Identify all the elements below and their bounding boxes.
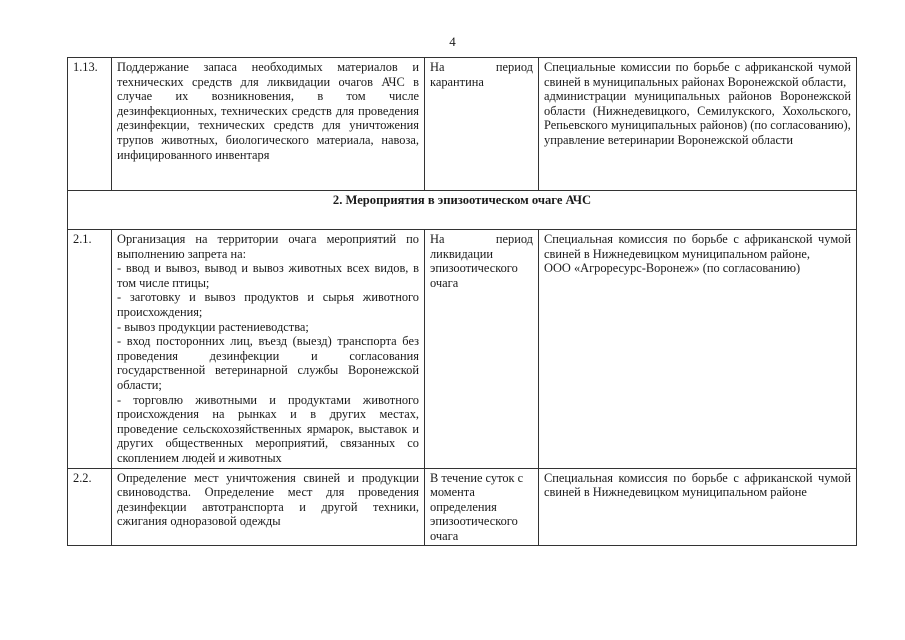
row-number: 2.2. [68, 468, 112, 546]
activity-line: - вход посторонних лиц, въезд (выезд) транспорта без проведения дезинфекции и согласования государственной ветеринарной службы Воронежской области; [117, 334, 419, 392]
timing-cell: На период карантина [425, 58, 539, 191]
page-number: 4 [449, 34, 456, 49]
activity-line: - ввод и вывоз, вывод и вывоз животных всех видов, в том числе птицы; [117, 261, 419, 290]
measures-table [67, 57, 857, 546]
activity-line: Организация на территории очага мероприятий по выполнению запрета на: [117, 232, 419, 261]
timing-cell: На период ликвидации эпизоотического очага [425, 230, 539, 469]
responsible-line: Специальные комиссии по борьбе с африканской чумой свиней в муниципальных районах Воронежской области, [544, 60, 851, 89]
table-row-2-2 [68, 468, 857, 546]
activity-line: - торговлю животными и продуктами животного происхождения на рынках и в других местах, проведение сельскохозяйственных ярмарок, выставок и других общественных мероприятий, связанных со скоплением людей и животных [117, 392, 419, 465]
activity-cell: Определение мест уничтожения свиней и продукции свиноводства. Определение мест для проведения дезинфекции автотранспорта и другой техники, сжигания одноразовой одежды [112, 468, 425, 546]
responsible-cell [539, 58, 857, 191]
activity-cell [112, 230, 425, 469]
responsible-cell [539, 230, 857, 469]
section-heading-row [68, 191, 857, 230]
responsible-line: управление ветеринарии Воронежской области [544, 132, 794, 147]
activity-cell: Поддержание запаса необходимых материалов и технических средств для ликвидации очагов АЧС в случае их возникновения, в том числе дезинфекционных, технических средств для проведения дезинфекции, технических средств для уничтожения трупов животных, биологического материала, навоза, инфицированного инвентаря [112, 58, 425, 191]
row-number: 1.13. [68, 58, 112, 191]
timing-cell: В течение суток с момента определения эпизоотического очага [425, 468, 539, 546]
section-title: 2. Мероприятия в эпизоотическом очаге АЧС [68, 191, 857, 230]
responsible-line: Специальная комиссия по борьбе с африканской чумой свиней в Нижнедевицком муниципальном районе [544, 470, 851, 500]
table-row-1-13 [68, 58, 857, 191]
row-number: 2.1. [68, 230, 112, 469]
responsible-line: администрации муниципальных районов Воронежской области (Нижнедевицкого, Семилукского, Хохольского, Репьевского муниципальных районов) (по согласованию), [544, 89, 851, 133]
activity-line: - вывоз продукции растениеводства; [117, 319, 309, 334]
responsible-cell [539, 468, 857, 546]
responsible-line: Специальная комиссия по борьбе с африканской чумой свиней в Нижнедевицком муниципальном районе, [544, 232, 851, 261]
responsible-line: ООО «Агроресурс-Воронеж» (по согласованию) [544, 261, 801, 276]
table-row-2-1 [68, 230, 857, 469]
activity-line: - заготовку и вывоз продуктов и сырья животного происхождения; [117, 290, 419, 319]
